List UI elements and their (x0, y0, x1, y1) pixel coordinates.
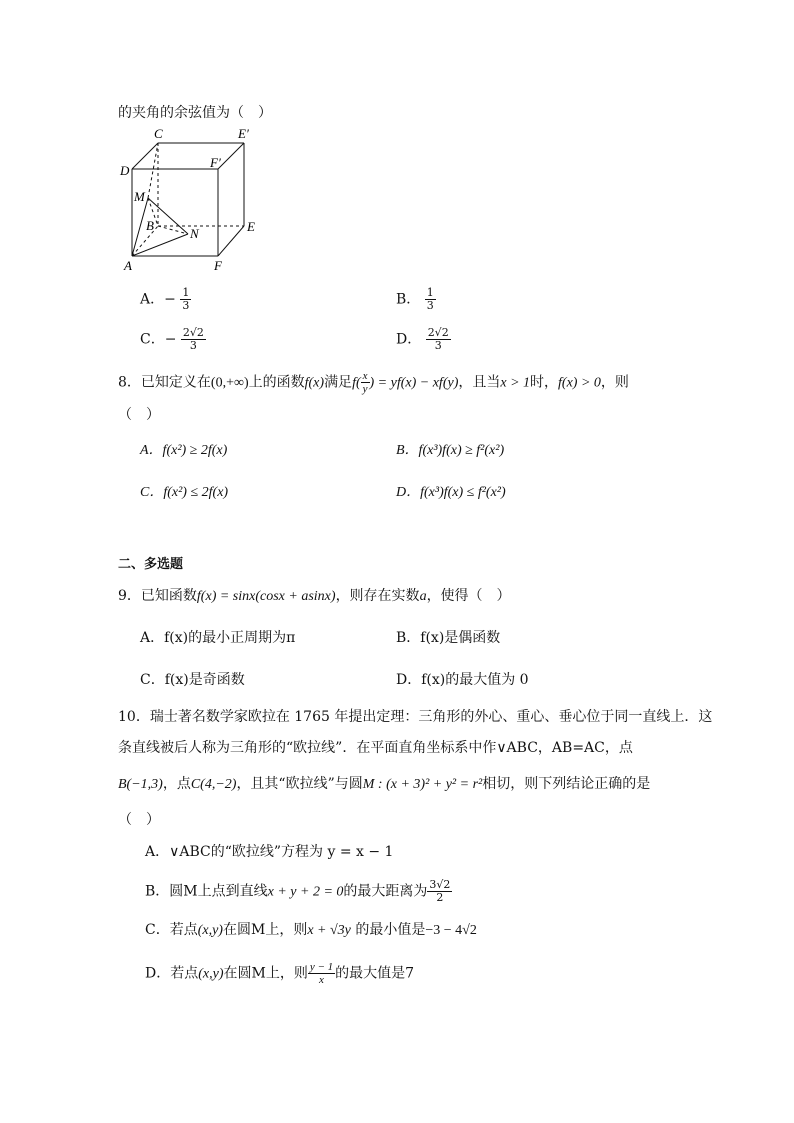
label-F-prime: F′ (210, 155, 221, 170)
q10-paren: （ ） (118, 812, 160, 828)
q10-option-b: B．圆M上点到直线x + y + 2 = 0的最大距离为 $\frac{3√2}{2}$ (145, 878, 451, 904)
q9-option-b: B．f(x)是偶函数 (396, 630, 501, 646)
label-M: M (134, 189, 145, 204)
q10-line-1: 10．瑞士著名数学家欧拉在 1765 年提出定理：三角形的外心、重心、垂心位于同一直线上．这 (118, 709, 713, 725)
q7-option-a: A．− $\frac{1}{3}$ (140, 286, 190, 312)
q8-option-b: B．f(x³)f(x) ≥ f²(x²) (396, 443, 505, 458)
q9-option-c: C．f(x)是奇函数 (140, 672, 245, 688)
q7-option-d: D． $\frac{2√2}{3}$ (396, 326, 449, 352)
q7-stem: 的夹角的余弦值为（ ） (118, 105, 272, 121)
q10-option-d: D．若点(x,y)在圆M上，则 $\frac{y - 1}{x}$ 的最大值是7 (145, 961, 415, 986)
label-D: D (120, 163, 130, 178)
q10-line-3: B(−1,3)，点C(4,−2)，且其“欧拉线”与圆M : (x + 3)² + y² = r²相切，则下列结论正确的是 (118, 776, 651, 792)
q9-option-d: D．f(x)的最大值为 0 (396, 672, 529, 688)
label-B: B (146, 218, 154, 233)
label-A: A (124, 258, 132, 273)
q8-paren: （ ） (118, 407, 160, 423)
q7-option-c: C．− $\frac{2√2}{3}$ (140, 326, 204, 352)
section-title: 二、多选题 (118, 557, 184, 572)
q8-stem: 8．已知定义在(0,+∞)上的函数f(x)满足f( $\frac{x}{y}$ ) = yf(x) − xf(y)，且当x > 1时，f(x) > 0，则 (118, 370, 629, 395)
q8-option-c: C．f(x²) ≤ 2f(x) (140, 485, 229, 500)
cube-figure (118, 126, 268, 276)
q9-option-a: A．f(x)的最小正周期为π (140, 630, 296, 646)
label-E-prime: E′ (238, 126, 249, 141)
q8-option-a: A．f(x²) ≥ 2f(x) (140, 443, 228, 458)
label-C: C (154, 126, 163, 141)
label-F: F (214, 258, 222, 273)
q10-option-a: A．∨ABC的“欧拉线”方程为 y = x − 1 (145, 844, 394, 860)
q8-option-d: D．f(x³)f(x) ≤ f²(x²) (396, 485, 506, 500)
q9-stem: 9．已知函数f(x) = sinx(cosx + asinx)，则存在实数a，使得（ ） (118, 588, 511, 604)
label-N: N (190, 226, 199, 241)
q10-option-c: C．若点(x,y)在圆M上，则x + √3y 的最小值是−3 − 4√2 (145, 922, 477, 938)
q10-line-2: 条直线被后人称为三角形的“欧拉线”．在平面直角坐标系中作∨ABC，AB=AC，点 (118, 740, 633, 756)
label-E: E (247, 219, 255, 234)
q7-option-b: B． $\frac{1}{3}$ (396, 286, 434, 312)
